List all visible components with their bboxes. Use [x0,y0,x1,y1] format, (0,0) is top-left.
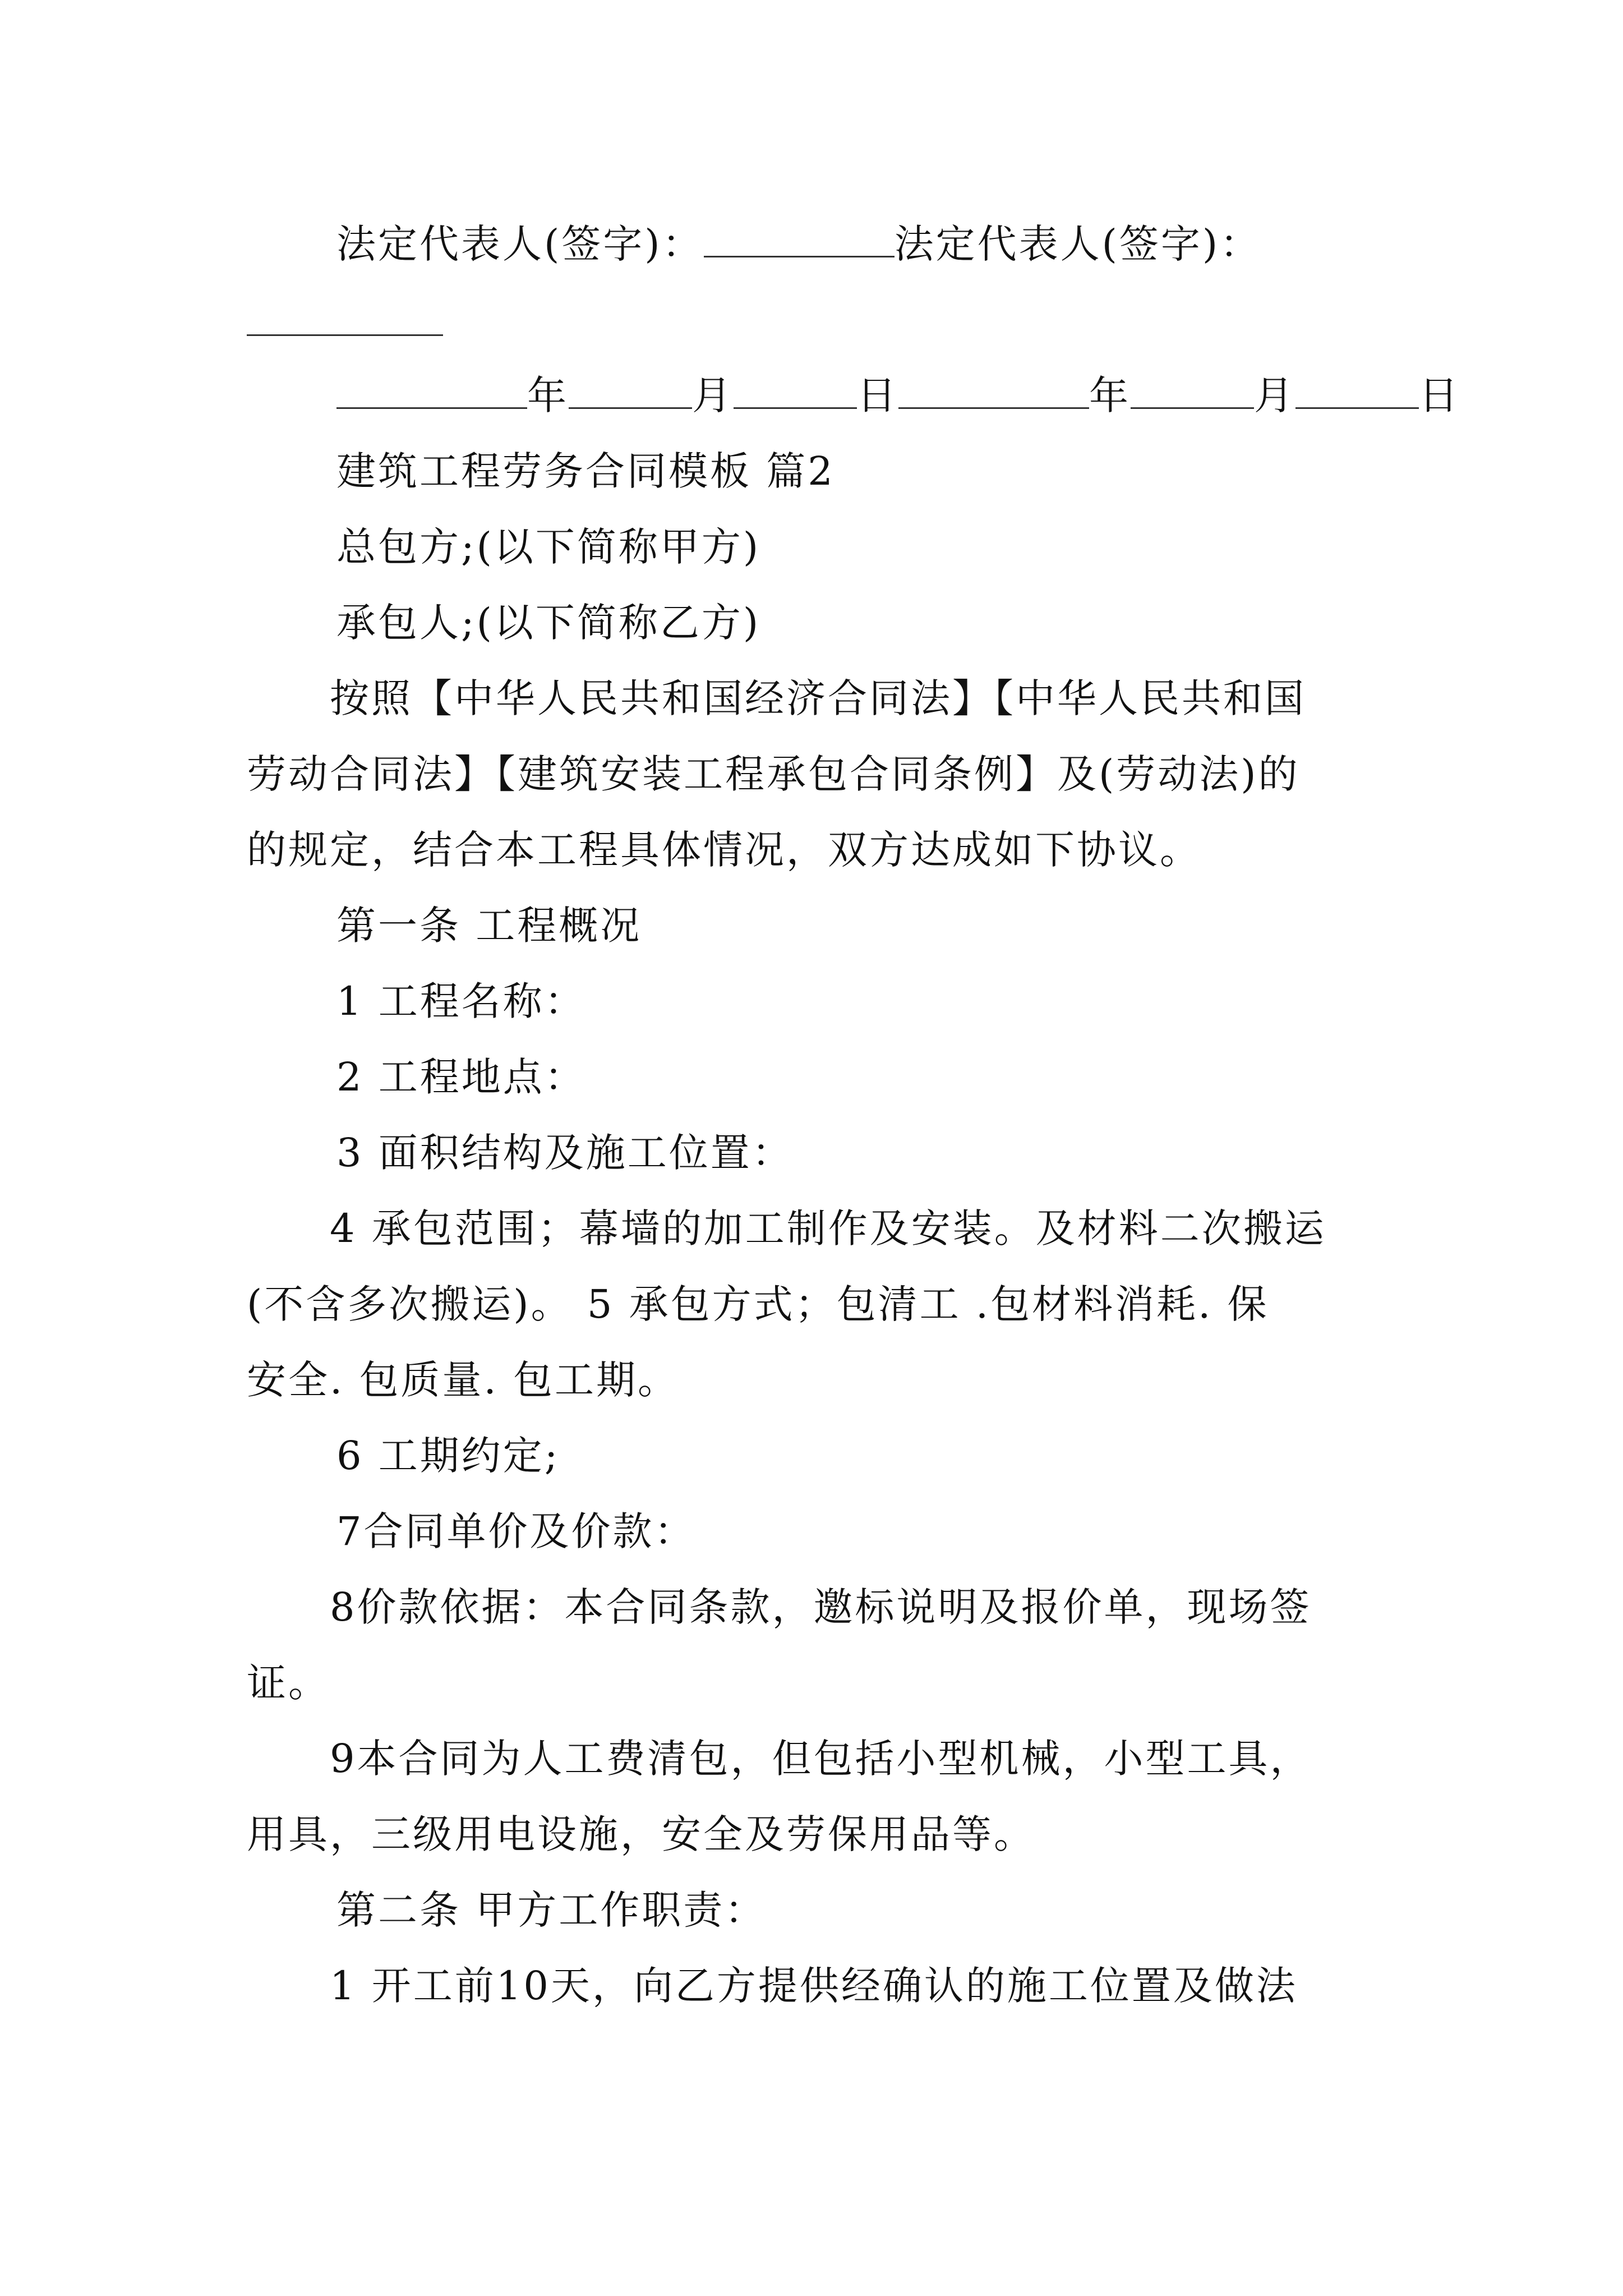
date-blank-day-b [1295,372,1419,409]
paragraph-line: 劳动合同法】【建筑安装工程承包合同条例】及(劳动法)的 [247,751,1300,797]
paragraph-line: 1 开工前10天，向乙方提供经确认的施工位置及做法 [247,1963,1298,2009]
article-heading: 第一条 工程概况 [336,903,642,949]
paragraph-line: 安全. 包质量. 包工期。 [247,1357,680,1403]
month-label-b: 月 [1254,372,1295,418]
month-label-a: 月 [692,372,734,418]
date-blank-month-a [569,372,692,409]
list-item: 3 面积结构及施工位置： [336,1130,794,1176]
paragraph-line: 8价款依据：本合同条款，邀标说明及报价单，现场签 [247,1584,1312,1630]
list-item: 1 工程名称： [336,978,586,1024]
article-heading: 第二条 甲方工作职责： [336,1887,767,1933]
section-title: 建筑工程劳务合同模板 篇2 [336,448,835,494]
date-blank-year-a [336,372,527,409]
signature-row [336,219,1469,269]
paragraph-line: 4 承包范围；幕墙的加工制作及安装。及材料二次搬运 [247,1205,1326,1251]
date-blank-year-b [898,372,1089,409]
day-label-a: 日 [857,372,898,418]
year-label-b: 年 [1089,372,1131,418]
list-item: 6 工期约定; [336,1433,560,1479]
paragraph-line: 的规定，结合本工程具体情况，双方达成如下协议。 [247,827,1201,873]
paragraph-line: (不含多次搬运)。 5 承包方式；包清工 .包材料消耗. 保 [247,1281,1269,1327]
party-b-line: 承包人;(以下简称乙方) [336,600,761,646]
party-a-line: 总包方;(以下简称甲方) [336,524,761,570]
year-label-a: 年 [527,372,569,418]
date-blank-day-a [734,372,857,409]
date-row [336,370,1469,421]
paragraph-line: 9本合同为人工费清包，但包括小型机械，小型工具， [247,1736,1312,1782]
paragraph-line: 按照【中华人民共和国经济合同法】【中华人民共和国 [247,675,1306,721]
signature-blank-a [704,221,895,257]
paragraph-line: 证。 [247,1660,330,1706]
list-item: 2 工程地点： [336,1054,586,1100]
date-blank-month-b [1131,372,1254,409]
list-item: 7合同单价及价款： [336,1508,696,1554]
day-label-b: 日 [1419,372,1460,418]
signature-label-a: 法定代表人(签字)： [336,221,704,267]
paragraph-line: 用具，三级用电设施，安全及劳保用品等。 [247,1811,1035,1857]
signature-label-b: 法定代表人(签字)： [894,221,1262,267]
signature-blank-b [247,334,443,336]
